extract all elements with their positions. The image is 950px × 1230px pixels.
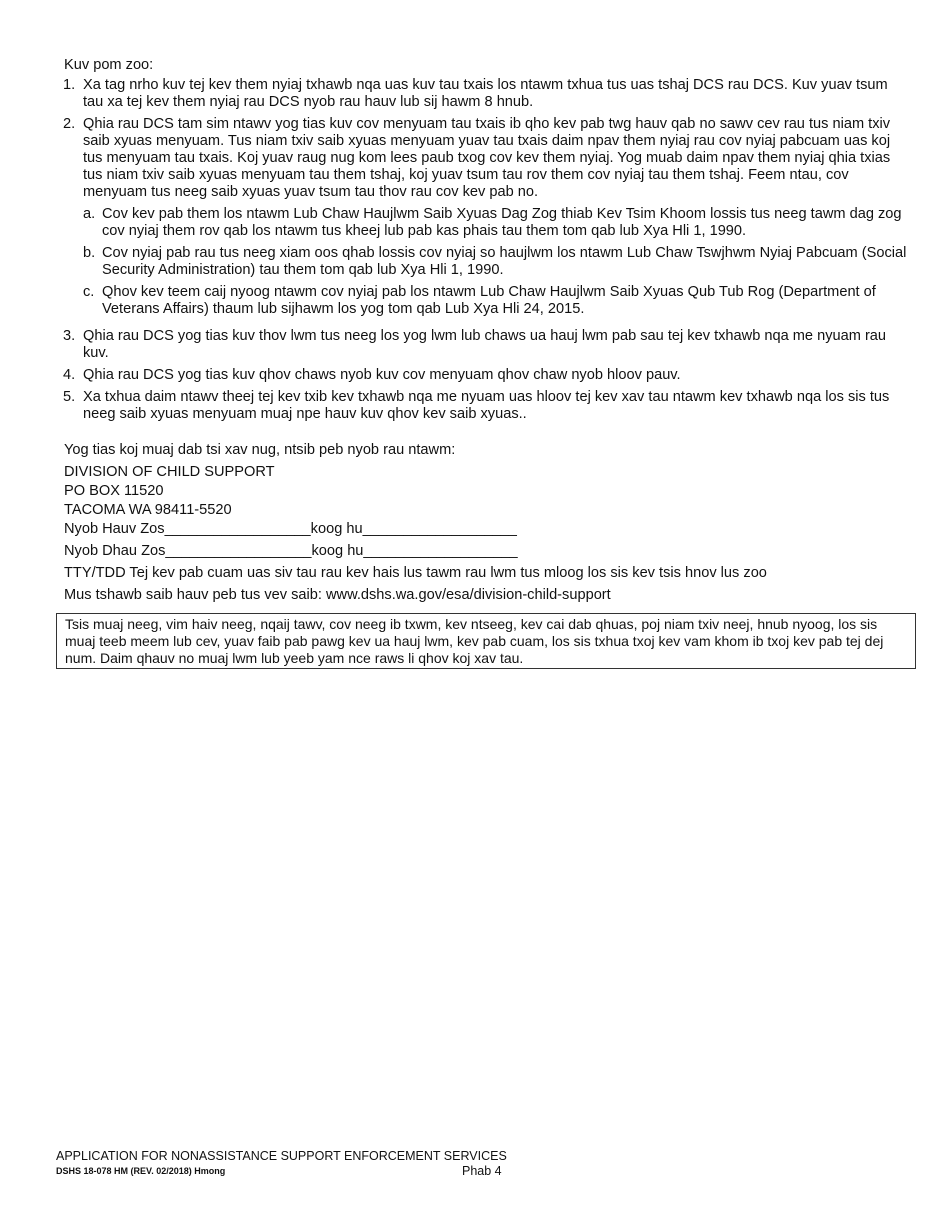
agreement-intro: Kuv pom zoo: <box>64 57 154 73</box>
agreement-list <box>63 77 909 428</box>
sub-item-label: a. <box>83 206 96 222</box>
contact-org: DIVISION OF CHILD SUPPORT <box>64 464 275 480</box>
list-item <box>63 389 909 423</box>
contact-section <box>64 442 884 606</box>
item-text: Xa txhua daim ntawv theej tej kev txib kev txhawb nqa me nyuam uas hloov tej kev xav tau ntawm kev txhawb nqa los sis tus neeg saib xyuas menyuam muaj npe hauv kuv qhov kev saib xyuas.. <box>83 389 890 422</box>
sub-item-label: c. <box>83 284 95 300</box>
contact-pobox: PO BOX 11520 <box>64 483 164 499</box>
sub-list <box>83 206 909 318</box>
nondiscrimination-notice: Tsis muaj neeg, vim haiv neeg, nqaij tawv, cov neeg ib txwm, kev ntseeg, kev cai dab qhuas, poj niam txiv neej, hnub nyoog, los sis muaj teeb meem lub cev, yuav faib pab pawg kev ua hauj lwm, kev pab cuam, los sis txhua txoj kev vam khom ib txoj kev pab tej dej num. Daim qhauv no muaj lwm lub yeeb yam nce raws li qhov koj xav tau. <box>56 613 916 669</box>
item-number: 3. <box>63 328 76 344</box>
contact-lead: Yog tias koj muaj dab tsi xav nug, ntsib peb nyob rau ntawm: <box>64 442 456 458</box>
sub-list-item <box>83 206 909 240</box>
sub-list-item <box>83 284 909 318</box>
list-item <box>63 77 909 111</box>
sub-item-text: Qhov kev teem caij nyoog ntawm cov nyiaj pab los ntawm Lub Chaw Haujlwm Saib Xyuas Qub Tub Rog (Department of Veterans Affairs) thaum lub sijhawm los yog tom qab Lub Xya Hli 24, 2015. <box>102 284 876 317</box>
distant-phone-line: Nyob Dhau Zos__________________koog hu___________________ <box>64 543 518 559</box>
item-number: 4. <box>63 367 76 383</box>
sub-item-label: b. <box>83 245 96 261</box>
sub-list-item <box>83 245 909 279</box>
tty-info: TTY/TDD Tej kev pab cuam uas siv tau rau kev hais lus tawm rau lwm tus mloog los sis kev tsis hnov lus zoo <box>64 565 767 581</box>
item-text: Xa tag nrho kuv tej kev them nyiaj txhawb nqa uas kuv tau txais los ntawm txhua tus uas tshaj DCS rau DCS. Kuv yuav tsum tau xa tej kev them nyiaj rau DCS nyob rau hauv lub sij hawm 8 hnub. <box>83 77 888 110</box>
form-code: DSHS 18-078 HM (REV. 02/2018) Hmong <box>56 1166 226 1176</box>
item-number: 2. <box>63 116 76 132</box>
form-title: APPLICATION FOR NONASSISTANCE SUPPORT ENFORCEMENT SERVICES <box>56 1149 507 1163</box>
item-number: 5. <box>63 389 76 405</box>
item-number: 1. <box>63 77 76 93</box>
page-number: Phab 4 <box>462 1164 502 1178</box>
sub-item-text: Cov kev pab them los ntawm Lub Chaw Haujlwm Saib Xyuas Dag Zog thiab Kev Tsim Khoom lossis tus neeg tawm dag zog cov nyiaj them rov qab los ntawm tus kheej lub pab kas phais tau them tom qab lub Xya Hli 1, 1990. <box>102 206 902 239</box>
item-text: Qhia rau DCS yog tias kuv qhov chaws nyob kuv cov menyuam qhov chaw nyob hloov pauv. <box>83 367 681 383</box>
item-text: Qhia rau DCS tam sim ntawv yog tias kuv cov menyuam tau txais ib qho kev pab twg hauv qab no sawv cev rau tus niam txiv saib xyuas menyuam. Tus niam txiv saib xyuas menyuam yuav tau txais daim npav them nyiaj rau cov nyiaj pabcuam uas koj tus menyuam tau txais. Koj yuav raug nug kom lees paub txog cov kev them nyiaj. Yog muab daim npav them nyiaj qhia txias tus niam txiv saib xyuas menyuam tau them tshaj, koj yuav tsum tau rov them cov nyiaj tau them tshaj. Feem ntau, cov menyuam tus neeg saib xyuas yuav tsum tau thov rau cov kev pab no. <box>83 116 891 200</box>
list-item <box>63 367 909 384</box>
website-info: Mus tshawb saib hauv peb tus vev saib: www.dshs.wa.gov/esa/division-child-support <box>64 587 611 603</box>
contact-city: TACOMA WA 98411-5520 <box>64 502 232 518</box>
list-item <box>63 116 909 323</box>
sub-item-text: Cov nyiaj pab rau tus neeg xiam oos qhab lossis cov nyiaj so haujlwm los ntawm Lub Chaw Tswjhwm Nyiaj Pabcuam (Social Security Administration) tau them tom qab lub Xya Hli 1, 1990. <box>102 245 907 278</box>
local-phone-line: Nyob Hauv Zos__________________koog hu___________________ <box>64 521 517 537</box>
item-body <box>83 116 909 323</box>
list-item <box>63 328 909 362</box>
item-text: Qhia rau DCS yog tias kuv thov lwm tus neeg los yog lwm lub chaws ua hauj lwm pab sau tej kev txhawb nqa me nyuam rau kuv. <box>83 328 887 361</box>
